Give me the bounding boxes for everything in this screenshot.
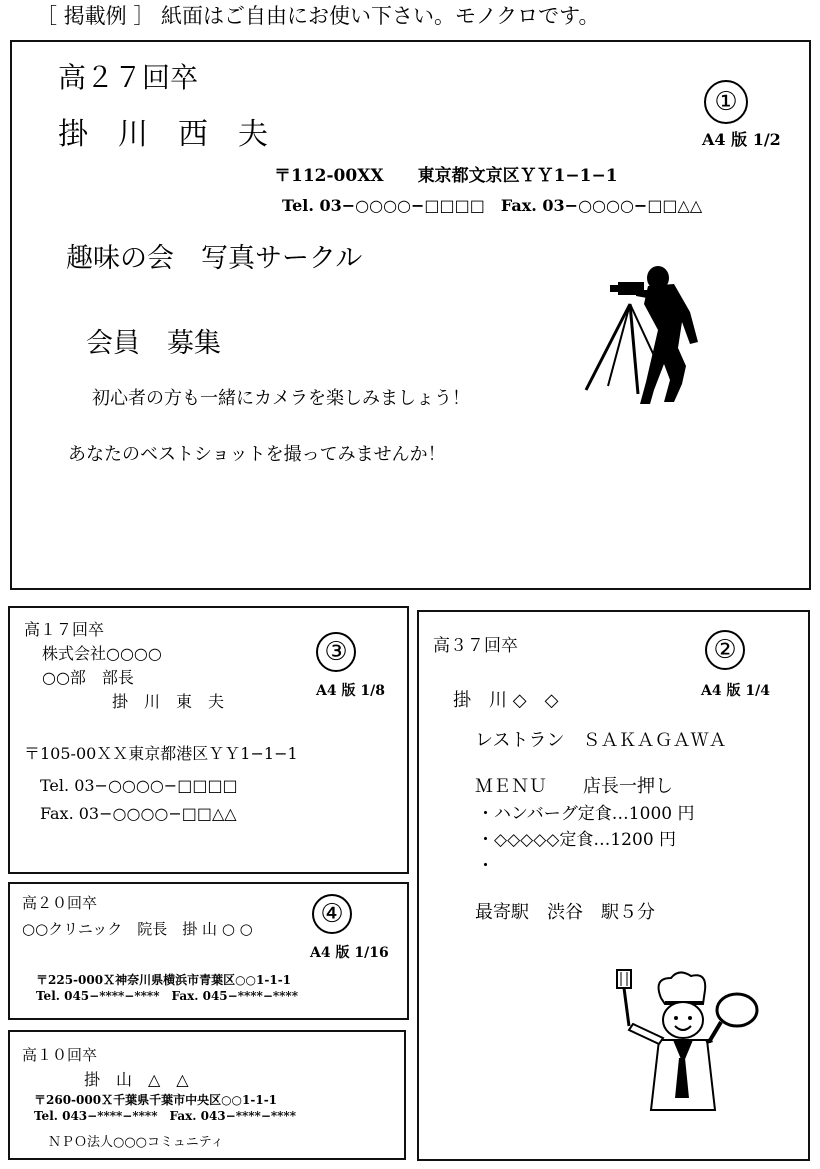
page-header: ［ 掲載例 ］ 紙面はご自由にお使い下さい。モノクロです。 (36, 4, 600, 28)
ad3-department: ○○部 部長 (42, 668, 134, 687)
ad2-menu-item-2: ・◇◇◇◇◇定食…1200 円 (477, 830, 677, 850)
ad2-menu-item-1: ・ハンバーグ定食…1000 円 (477, 804, 695, 824)
ad4-number-badge: ④ (312, 894, 352, 934)
ad4-address: 〒225-000Ｘ神奈川県横浜市青葉区○○1-1-1 (36, 973, 292, 987)
ad1-headline: 趣味の会 写真サークル (66, 243, 363, 274)
ad5-class-year: 高１０回卒 (22, 1046, 98, 1064)
ad2-name: 掛 川 ◇ ◇ (453, 690, 559, 711)
ad5-organization: ＮＰＯ法人○○○コミュニティ (48, 1135, 224, 1150)
ad4-contact: Tel. 045−****−**** Fax. 045−****−**** (36, 989, 298, 1003)
ad3-class-year: 高１７回卒 (24, 620, 105, 639)
ad2-menu-item-3: ・ (477, 856, 494, 876)
ad1-address: 〒112-00XX 東京都文京区ＹＹ1−1−1 (274, 166, 618, 186)
ad5-address: 〒260-000Ｘ千葉県千葉市中央区○○1-1-1 (34, 1093, 278, 1107)
ad-box-2 (417, 610, 810, 1161)
ad3-address: 〒105-00ＸＸ東京都港区ＹＹ1−1−1 (24, 744, 298, 763)
ad3-fax: Fax. 03−○○○○−□□△△ (40, 804, 237, 823)
ad2-restaurant: レストラン ＳＡＫＡＧＡＷＡ (475, 730, 727, 751)
ad1-subheadline: 会員 募集 (86, 328, 221, 359)
ad2-size-label: A4 版 1/4 (701, 683, 770, 699)
ad3-name: 掛 川 東 夫 (112, 692, 225, 711)
ad1-class-year: 高２７回卒 (58, 61, 199, 94)
ad2-menu-heading: ＭＥＮＵ 店長一押し (475, 776, 673, 797)
ad1-line2: あなたのベストショットを撮ってみませんか！ (68, 444, 446, 465)
ad5-contact: Tel. 043−****−**** Fax. 043−****−**** (34, 1109, 296, 1123)
ad2-station: 最寄駅 渋谷 駅５分 (475, 902, 655, 923)
ad3-company: 株式会社○○○○ (42, 644, 162, 663)
ad2-class-year: 高３７回卒 (433, 636, 518, 656)
ad-box-4 (8, 882, 409, 1020)
ad4-size-label: A4 版 1/16 (310, 945, 389, 961)
ad4-clinic: ○○クリニック 院長 掛 山 ○ ○ (22, 920, 253, 938)
ad-box-5 (8, 1030, 406, 1160)
ad1-contact: Tel. 03−○○○○−□□□□ Fax. 03−○○○○−□□△△ (282, 196, 703, 215)
ad3-number-badge: ③ (316, 632, 356, 672)
chef-illustration (609, 968, 759, 1118)
ad1-name: 掛 川 西 夫 (58, 117, 268, 152)
ad3-tel: Tel. 03−○○○○−□□□□ (40, 776, 238, 795)
photographer-illustration (578, 264, 728, 414)
ad1-size-label: A4 版 1/2 (702, 130, 781, 149)
ad5-name: 掛 山 △ △ (84, 1070, 189, 1089)
ad3-size-label: A4 版 1/8 (316, 683, 385, 699)
ad-box-3 (8, 606, 409, 874)
ad4-class-year: 高２０回卒 (22, 894, 98, 912)
ad-box-1 (10, 40, 811, 590)
ad2-number-badge: ② (705, 630, 745, 670)
ad1-line1: 初心者の方も一緒にカメラを楽しみましょう！ (92, 388, 470, 409)
ad1-number-badge: ① (704, 80, 748, 124)
